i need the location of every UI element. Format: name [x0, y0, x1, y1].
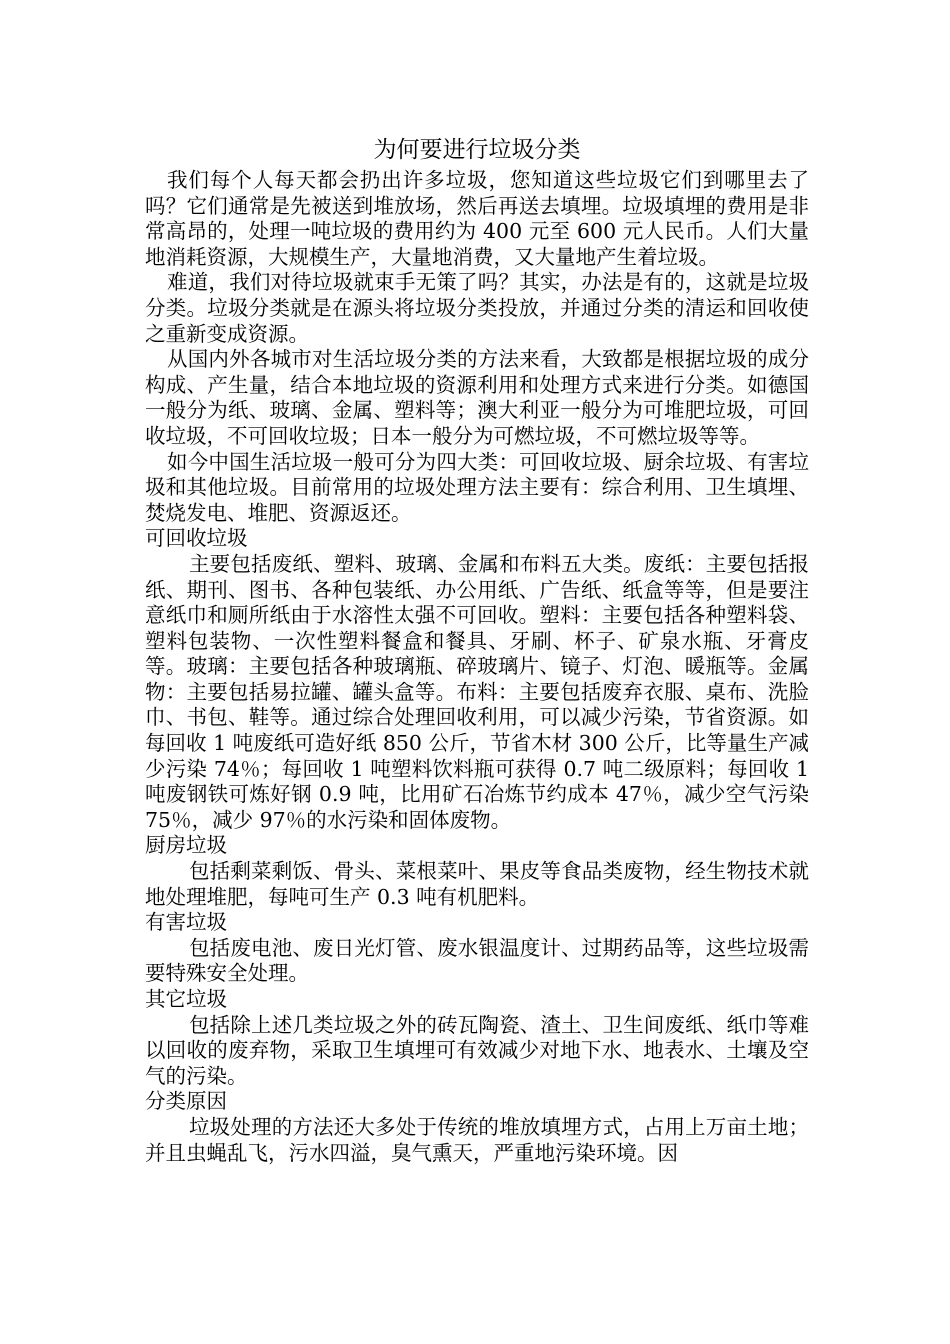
section-heading-reasons: 分类原因 — [145, 1089, 227, 1114]
section-heading-kitchen: 厨房垃圾 — [145, 833, 227, 858]
intro-paragraph-3: 从国内外各城市对生活垃圾分类的方法来看，大致都是根据垃圾的成分构成、产生量，结合本地垃圾的资源利用和处理方式来进行分类。如德国一般分为纸、玻璃、金属、塑料等；澳大利亚一般分为可堆肥垃圾，可回收垃圾，不可回收垃圾；日本一般分为可燃垃圾，不可燃垃圾等等。 — [145, 347, 809, 448]
section-body-recyclable: 主要包括废纸、塑料、玻璃、金属和布料五大类。废纸：主要包括报纸、期刊、图书、各种包装纸、办公用纸、广告纸、纸盒等等，但是要注意纸巾和厕所纸由于水溶性太强不可回收。塑料：主要包括各种塑料袋、塑料包装物、一次性塑料餐盒和餐具、牙刷、杯子、矿泉水瓶、牙膏皮等。玻璃：主要包括各种玻璃瓶、碎玻璃片、镜子、灯泡、暖瓶等。金属物：主要包括易拉罐、罐头盒等。布料：主要包括废弃衣服、桌布、洗脸巾、书包、鞋等。通过综合处理回收利用，可以减少污染，节省资源。如每回收 1 吨废纸可造好纸 850 公斤，节省木材 300 公斤，比等量生产减少污染 74％；每回收 1 吨塑料饮料瓶可获得 0.7 吨二级原料；每回收 1 吨废钢铁可炼好钢 0.9 吨，比用矿石冶炼节约成本 47％，减少空气污染 75％，减少 97％的水污染和固体废物。 — [145, 551, 809, 832]
section-hazardous — [145, 910, 809, 987]
section-heading-other: 其它垃圾 — [145, 987, 227, 1011]
intro-paragraph-2: 难道，我们对待垃圾就束手无策了吗？其实，办法是有的，这就是垃圾分类。垃圾分类就是在源头将垃圾分类投放，并通过分类的清运和回收使之重新变成资源。 — [145, 270, 809, 346]
section-heading-hazardous: 有害垃圾 — [145, 910, 227, 935]
section-body-reasons: 垃圾处理的方法还大多处于传统的堆放填埋方式，占用上万亩土地；并且虫蝇乱飞，污水四溢，臭气熏天，严重地污染环境。因 — [145, 1114, 809, 1165]
document-page — [145, 132, 809, 1166]
section-recyclable — [145, 526, 809, 833]
section-body-kitchen: 包括剩菜剩饭、骨头、菜根菜叶、果皮等食品类废物，经生物技术就地处理堆肥，每吨可生产 0.3 吨有机肥料。 — [145, 859, 809, 909]
section-other — [145, 987, 809, 1089]
intro-paragraph-4: 如今中国生活垃圾一般可分为四大类：可回收垃圾、厨余垃圾、有害垃圾和其他垃圾。目前常用的垃圾处理方法主要有：综合利用、卫生填埋、焚烧发电、堆肥、资源返还。 — [145, 449, 809, 525]
section-body-other: 包括除上述几类垃圾之外的砖瓦陶瓷、渣土、卫生间废纸、纸巾等难以回收的废弃物，采取卫生填埋可有效减少对地下水、地表水、土壤及空气的污染。 — [145, 1012, 809, 1088]
section-body-hazardous: 包括废电池、废日光灯管、废水银温度计、过期药品等，这些垃圾需要特殊安全处理。 — [145, 935, 809, 986]
page-title: 为何要进行垃圾分类 — [373, 137, 581, 163]
intro-paragraph-1: 我们每个人每天都会扔出许多垃圾，您知道这些垃圾它们到哪里去了吗？它们通常是先被送到堆放场，然后再送去填埋。垃圾填埋的费用是非常高昂的，处理一吨垃圾的费用约为 400 元至 600 元人民币。人们大量地消耗资源，大规模生产，大量地消费，又大量地产生着垃圾。 — [145, 168, 809, 269]
section-kitchen — [145, 833, 809, 910]
section-reasons — [145, 1089, 809, 1166]
section-heading-recyclable: 可回收垃圾 — [145, 526, 248, 551]
